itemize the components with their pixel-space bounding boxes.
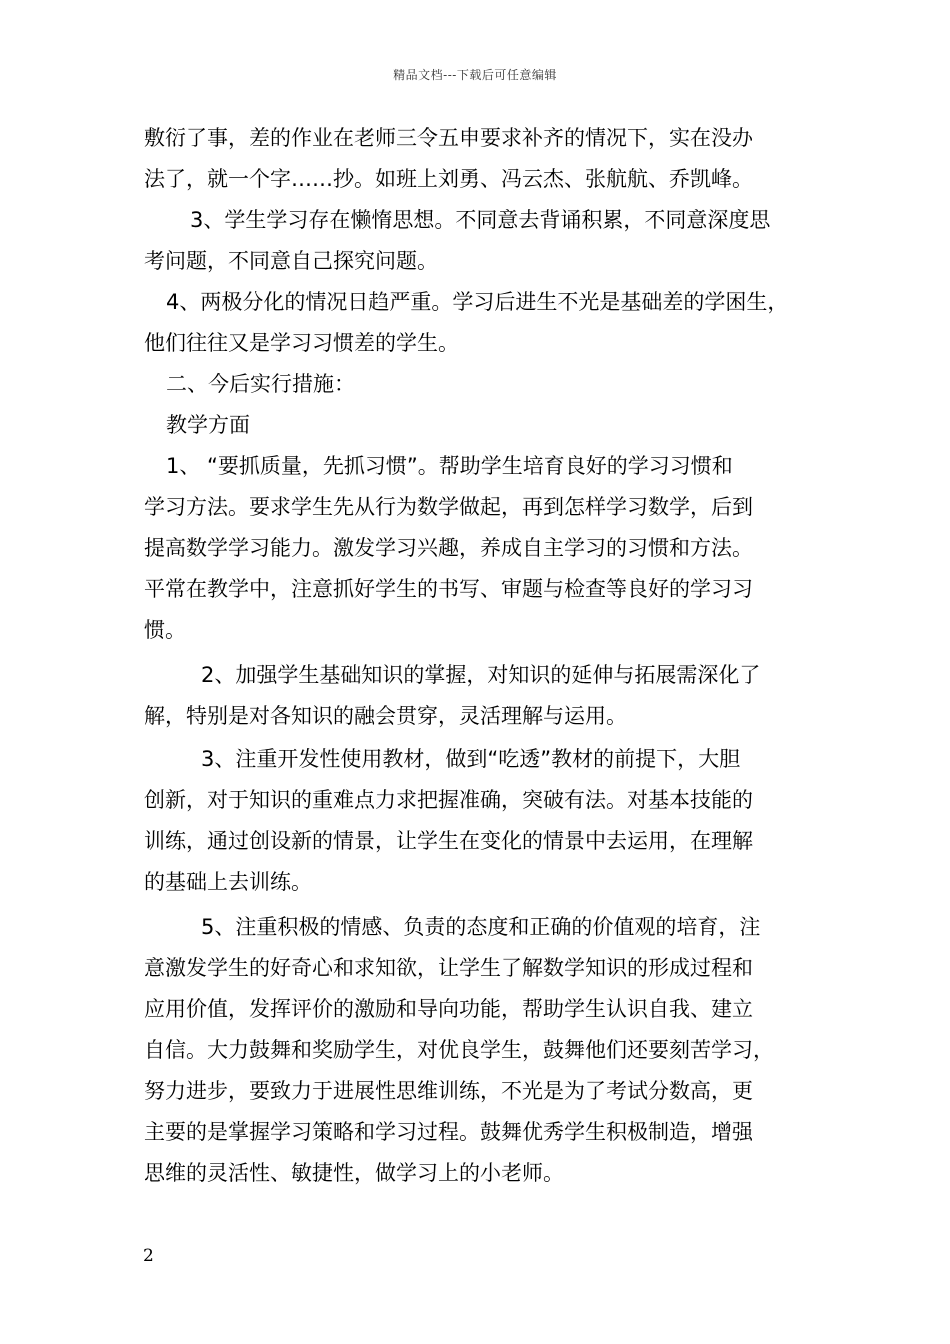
text-line: 创新，对于知识的重难点力求把握准确，突破有法。对基本技能的: [144, 788, 753, 812]
text-line: 1、 “要抓质量，先抓习惯”。帮助学生培育良好的学习习惯和: [166, 454, 733, 478]
text-line: 4、两极分化的情况日趋严重。学习后进生不光是基础差的学困生，: [166, 290, 789, 314]
text-line: 学习方法。要求学生先从行为数学做起，再到怎样学习数学，后到: [144, 495, 753, 519]
page-header: 精品文档---下载后可任意编辑: [393, 68, 557, 82]
text-line: 解，特别是对各知识的融会贯穿，灵活理解与运用。: [144, 704, 627, 728]
text-line: 3、注重开发性使用教材，做到“吃透”教材的前提下，大胆: [201, 747, 741, 771]
text-line: 教学方面: [166, 413, 250, 437]
text-line: 2、加强学生基础知识的掌握，对知识的延伸与拓展需深化了: [201, 663, 761, 687]
page-number: 2: [143, 1246, 154, 1266]
text-line: 意激发学生的好奇心和求知欲，让学生了解数学知识的形成过程和: [144, 956, 753, 980]
text-line: 他们往往又是学习习惯差的学生。: [144, 331, 459, 355]
text-line: 二、今后实行措施：: [166, 372, 355, 396]
text-line: 考问题，不同意自己探究问题。: [144, 249, 438, 273]
text-line: 3、学生学习存在懒惰思想。不同意去背诵积累，不同意深度思: [190, 208, 771, 232]
text-line: 应用价值，发挥评价的激励和导向功能，帮助学生认识自我、建立: [144, 997, 753, 1021]
text-line: 自信。大力鼓舞和奖励学生，对优良学生，鼓舞他们还要刻苦学习，: [144, 1038, 774, 1062]
text-line: 努力进步，要致力于进展性思维训练，不光是为了考试分数高，更: [144, 1079, 753, 1103]
text-line: 平常在教学中，注意抓好学生的书写、审题与检查等良好的学习习: [144, 577, 753, 601]
document-body: [144, 118, 814, 1194]
text-line: 提高数学学习能力。激发学习兴趣，养成自主学习的习惯和方法。: [144, 536, 753, 560]
text-line: 主要的是掌握学习策略和学习过程。鼓舞优秀学生积极制造，增强: [144, 1120, 753, 1144]
text-line: 思维的灵活性、敏捷性，做学习上的小老师。: [144, 1161, 564, 1185]
text-line: 训练，通过创设新的情景，让学生在变化的情景中去运用，在理解: [144, 829, 753, 853]
text-line: 惯。: [144, 618, 186, 642]
text-line: 5、注重积极的情感、负责的态度和正确的价值观的培育，注: [201, 915, 761, 939]
text-line: 的基础上去训练。: [144, 870, 312, 894]
text-line: 法了，就一个字……抄。如班上刘勇、冯云杰、张航航、乔凯峰。: [144, 167, 753, 191]
text-line: 敷衍了事，差的作业在老师三令五申要求补齐的情况下，实在没办: [144, 126, 753, 150]
